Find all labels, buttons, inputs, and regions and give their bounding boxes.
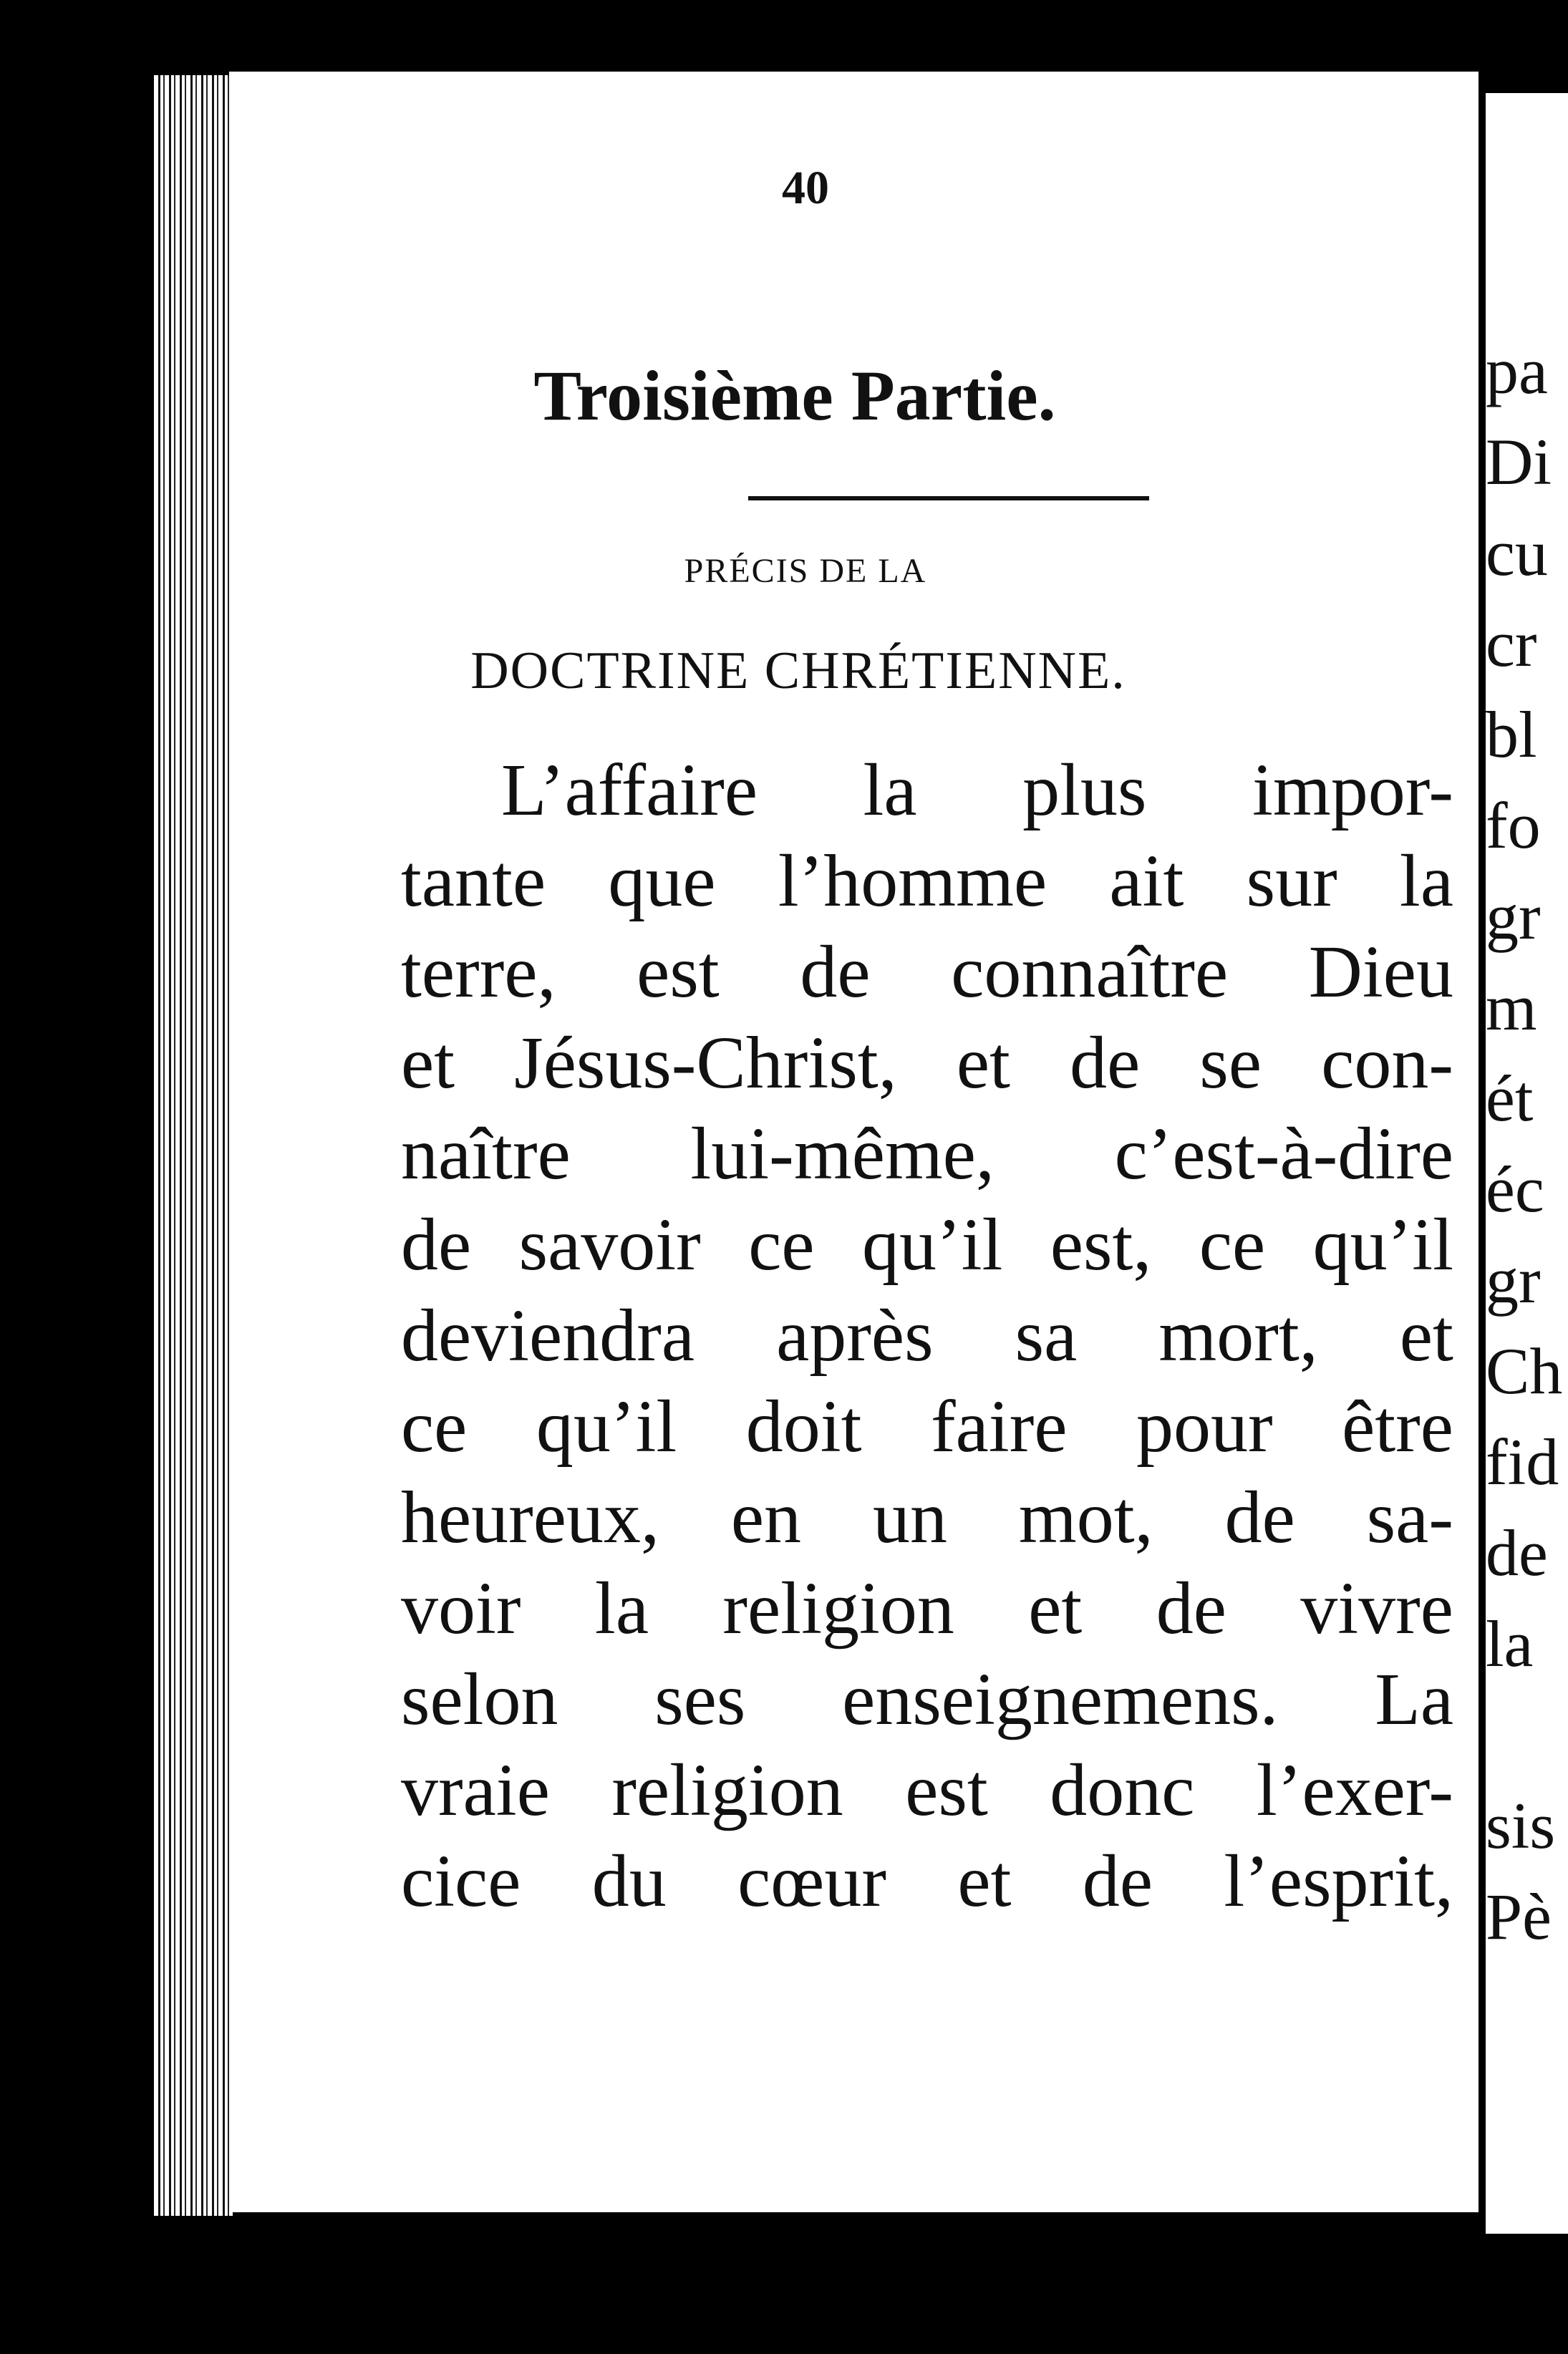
title-rule bbox=[748, 496, 1149, 500]
body-paragraph bbox=[401, 745, 1453, 1927]
facing-page-fragment: fo bbox=[1486, 789, 1541, 862]
paragraph-line: selon ses enseignemens. La bbox=[401, 1658, 1453, 1740]
paragraph-line: tante que l’homme ait sur la bbox=[401, 840, 1453, 922]
subheading-line-2: DOCTRINE CHRÉTIENNE. bbox=[470, 641, 1126, 700]
facing-page-fragment: Ch bbox=[1486, 1335, 1563, 1408]
part-title: Troisième Partie. bbox=[533, 356, 1056, 435]
facing-page-fragment bbox=[1486, 1690, 1568, 1781]
paragraph-line: voir la religion et de vivre bbox=[401, 1567, 1453, 1650]
facing-page-fragment: cu bbox=[1486, 516, 1548, 589]
paragraph-line: naître lui-même, c’est-à-dire bbox=[401, 1113, 1453, 1195]
paragraph-line: vraie religion est donc l’exer- bbox=[401, 1749, 1453, 1831]
facing-page-text bbox=[1486, 326, 1568, 1962]
facing-page-fragment: Di bbox=[1486, 425, 1552, 498]
facing-page-fragment: la bbox=[1486, 1607, 1534, 1680]
facing-page-fragment: cr bbox=[1486, 607, 1537, 680]
paragraph-line: L’affaire la plus impor- bbox=[501, 749, 1453, 831]
paragraph-line: et Jésus-Christ, et de se con- bbox=[401, 1022, 1453, 1104]
page-number: 40 bbox=[782, 162, 829, 214]
facing-page-fragment: m bbox=[1486, 971, 1537, 1044]
paragraph-line: ce qu’il doit faire pour être bbox=[401, 1385, 1453, 1468]
facing-page-fragment: Pè bbox=[1486, 1880, 1552, 1953]
facing-page-fragment: gr bbox=[1486, 880, 1541, 953]
paragraph-line: deviendra après sa mort, et bbox=[401, 1294, 1453, 1377]
facing-page-fragment: pa bbox=[1486, 334, 1548, 407]
facing-page-fragment: fid bbox=[1486, 1425, 1559, 1498]
facing-page-fragment: éc bbox=[1486, 1153, 1544, 1226]
facing-page-fragment: gr bbox=[1486, 1244, 1541, 1317]
facing-page-fragment: de bbox=[1486, 1516, 1548, 1589]
facing-page-fragment: ét bbox=[1486, 1062, 1534, 1135]
paragraph-line: heureux, en un mot, de sa- bbox=[401, 1476, 1453, 1559]
facing-page-fragment: sis bbox=[1486, 1789, 1556, 1862]
paragraph-line: cice du cœur et de l’esprit, bbox=[401, 1840, 1453, 1922]
facing-page-fragment: bl bbox=[1486, 698, 1537, 771]
paragraph-line: terre, est de connaître Dieu bbox=[401, 931, 1453, 1013]
paragraph-line: de savoir ce qu’il est, ce qu’il bbox=[401, 1203, 1453, 1286]
subheading-line-1: PRÉCIS DE LA bbox=[684, 552, 927, 590]
